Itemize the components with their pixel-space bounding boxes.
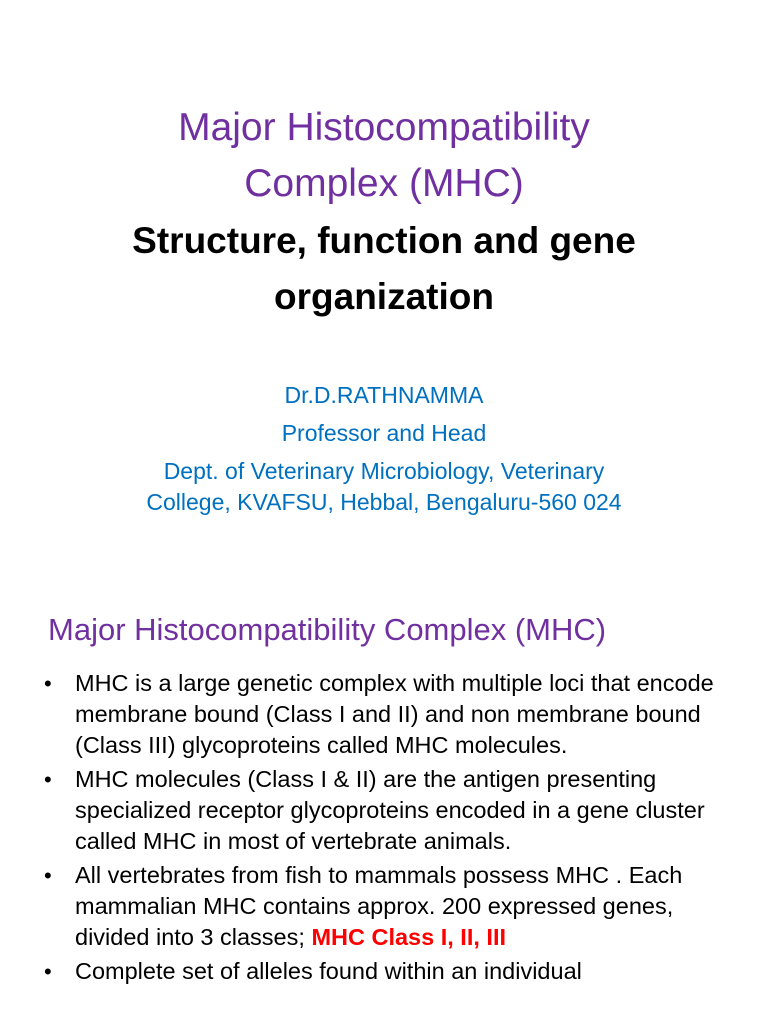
slide-title-line2: Complex (MHC) bbox=[244, 162, 524, 205]
bullet-dot-icon: • bbox=[44, 863, 52, 888]
bullet-text: Complete set of alleles found within an individual bbox=[75, 958, 582, 984]
author-name: Dr.D.RATHNAMMA bbox=[284, 382, 484, 408]
content-slide bbox=[0, 576, 768, 1024]
author-dept-line2: College, KVAFSU, Hebbal, Bengaluru-560 024 bbox=[146, 489, 622, 515]
bullet-list bbox=[0, 668, 768, 990]
slide-subtitle-line2: organization bbox=[274, 276, 494, 317]
bullet-text: All vertebrates from fish to mammals possess MHC . Each mammalian MHC contains approx. 200 expressed genes, divided into 3 classes; bbox=[75, 862, 683, 950]
bullet-text: MHC molecules (Class I & II) are the antigen presenting specialized receptor glycoproteins encoded in a gene cluster called MHC in most of vertebrate animals. bbox=[75, 766, 705, 854]
slide-title-line1: Major Histocompatibility bbox=[178, 106, 590, 149]
bullet-dot-icon: • bbox=[44, 767, 52, 792]
bullet-highlight: MHC Class I, II, III bbox=[311, 924, 507, 950]
author-position: Professor and Head bbox=[281, 420, 487, 446]
slide-heading: Major Histocompatibility Complex (MHC) bbox=[48, 612, 607, 647]
bullet-dot-icon: • bbox=[44, 959, 52, 984]
bullet-item bbox=[0, 956, 768, 987]
author-dept-line1: Dept. of Veterinary Microbiology, Veterinary bbox=[163, 458, 605, 484]
bullet-item bbox=[0, 764, 768, 857]
bullet-dot-icon: • bbox=[44, 671, 52, 696]
slide-subtitle-line1: Structure, function and gene bbox=[132, 220, 636, 261]
bullet-text: MHC is a large genetic complex with multiple loci that encode membrane bound (Class I and II) and non membrane bound (Class III) glycoproteins called MHC molecules. bbox=[75, 670, 714, 758]
bullet-item bbox=[0, 668, 768, 761]
bullet-item bbox=[0, 860, 768, 953]
